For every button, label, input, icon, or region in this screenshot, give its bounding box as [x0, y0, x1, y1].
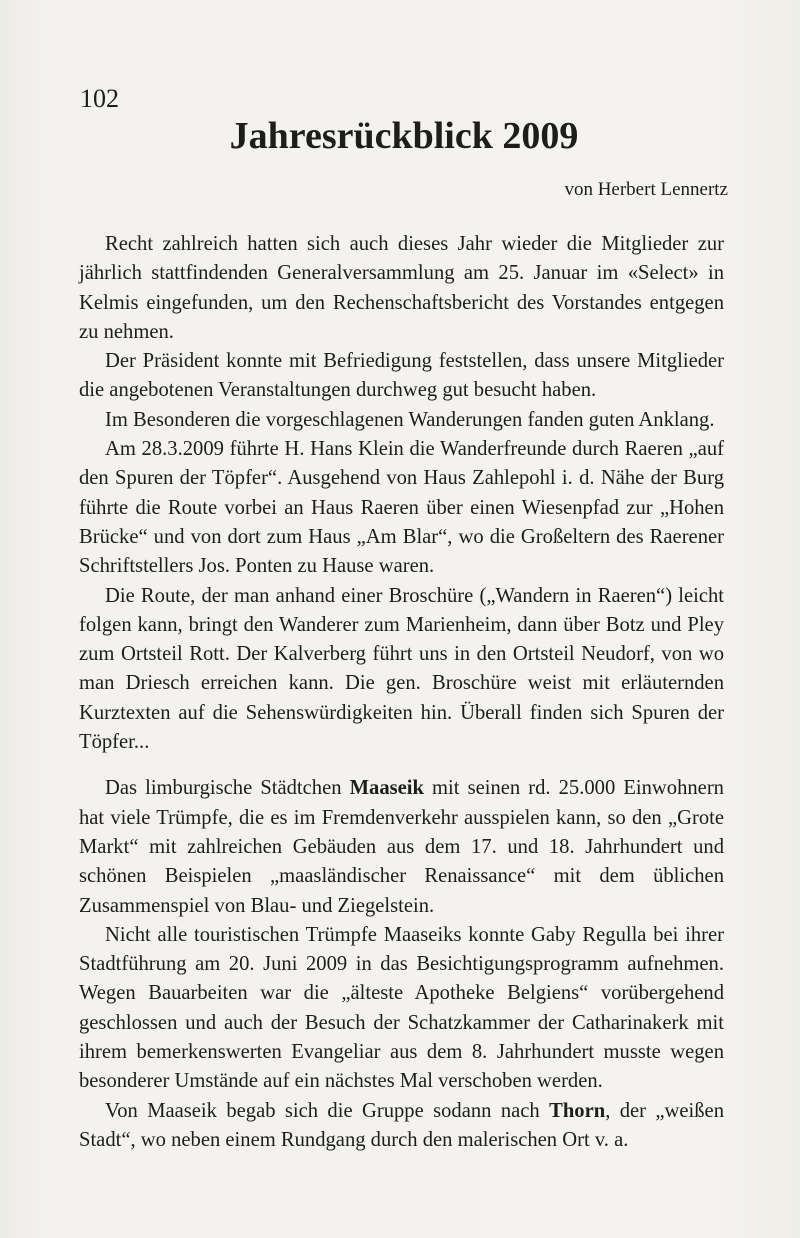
paragraph — [79, 230, 724, 347]
paragraph — [79, 347, 724, 406]
paragraph-text: Recht zahlreich hatten sich auch dieses Jahr wieder die Mitglieder zur jährlich stattfindenden Generalversammlung am 25. Januar im «Select» in Kelmis eingefunden, um den Rechenschaftsbericht des Vorstandes entgegen zu nehmen. — [79, 233, 724, 343]
paragraph-text: Nicht alle touristischen Trümpfe Maaseiks konnte Gaby Regulla bei ihrer Stadtführung am 20. Juni 2009 in das Besichtigungsprogramm aufnehmen. Wegen Bauarbeiten war die „älteste Apotheke Belgiens“ vorübergehend geschlossen und auch der Besuch der Schatzkammer der Catharinakerk mit ihrem bemerkenswerten Evangeliar aus dem 8. Jahrhundert musste wegen besonderer Umstände auf ein nächstes Mal verschoben werden. — [79, 923, 724, 1093]
bold-place-name: Thorn — [549, 1099, 606, 1122]
paragraph — [79, 774, 724, 920]
paragraph-text: Der Präsident konnte mit Befriedigung feststellen, dass unsere Mitglieder die angebotenen Veranstaltungen durchweg gut besucht haben. — [79, 350, 724, 402]
paragraph-text: mit seinen rd. 25.000 Einwohnern hat viele Trümpfe, die es im Fremdenverkehr ausspielen kann, so den „Grote Markt“ mit zahlreichen Gebäuden aus dem 17. und 18. Jahrhundert und schönen Beispielen „maasländischer Renaissance“ mit dem üblichen Zusammenspiel von Blau- und Ziegelstein. — [79, 777, 724, 917]
paragraph — [79, 406, 724, 435]
bold-place-name: Maaseik — [349, 777, 424, 800]
paragraph — [79, 1097, 724, 1156]
paragraph-text: Die Route, der man anhand einer Broschüre („Wandern in Raeren“) leicht folgen kann, bringt den Wanderer zum Marienheim, dann über Botz und Pley zum Ortsteil Rott. Der Kalverberg führt uns in den Ortsteil Neudorf, von wo man Driesch erreichen kann. Die gen. Broschüre weist mit erläuternden Kurztexten auf die Sehenswürdigkeiten hin. Überall finden sich Spuren der Töpfer... — [79, 584, 724, 754]
paragraph-text: Von Maaseik begab sich die Gruppe sodann nach — [105, 1099, 550, 1122]
author-line: von Herbert Lennertz — [564, 179, 728, 200]
paragraph-text: , der „weißen Stadt“, wo neben einem Rundgang durch den malerischen Ort v. a. — [79, 1099, 724, 1151]
paragraph — [79, 921, 724, 1097]
paragraph — [79, 582, 724, 758]
page-title: Jahresrückblick 2009 — [229, 115, 579, 157]
paragraph-text: Im Besonderen die vorgeschlagenen Wanderungen fanden guten Anklang. — [105, 408, 715, 431]
paragraph-text: Das limburgische Städtchen — [105, 777, 350, 800]
paragraph-text: Am 28.3.2009 führte H. Hans Klein die Wanderfreunde durch Raeren „auf den Spuren der Töpfer“. Ausgehend von Haus Zahlepohl i. d. Nähe der Burg führte die Route vorbei an Haus Raeren über einen Wiesenpfad zur „Hohen Brücke“ und von dort zum Haus „Am Blar“, wo die Großeltern des Raerener Schriftstellers Jos. Ponten zu Hause waren. — [79, 438, 724, 578]
paragraph — [79, 435, 724, 581]
page-number: 102 — [80, 84, 119, 113]
article-body — [79, 230, 724, 1155]
